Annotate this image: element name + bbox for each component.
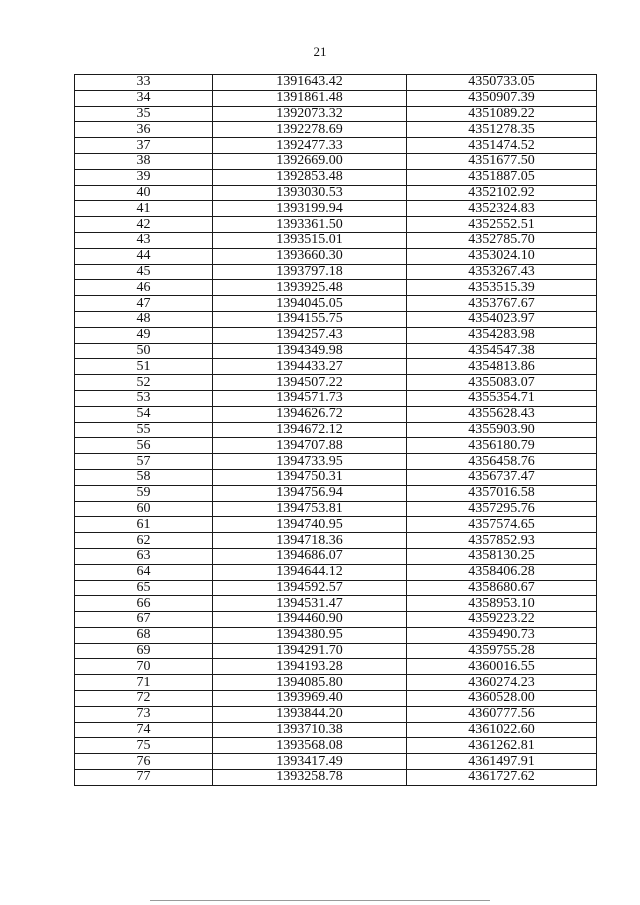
x-coordinate-cell: 1394085.80 [213, 675, 407, 691]
table-row [75, 422, 597, 438]
x-coordinate-cell: 1392278.69 [213, 122, 407, 138]
x-coordinate-cell: 1393844.20 [213, 706, 407, 722]
table-row [75, 359, 597, 375]
x-coordinate-cell: 1393417.49 [213, 754, 407, 770]
point-number-cell: 40 [75, 185, 213, 201]
point-number-cell: 51 [75, 359, 213, 375]
table-row [75, 485, 597, 501]
table-row [75, 296, 597, 312]
point-number-cell: 66 [75, 596, 213, 612]
table-row [75, 217, 597, 233]
point-number-cell: 71 [75, 675, 213, 691]
y-coordinate-cell: 4359755.28 [407, 643, 597, 659]
point-number-cell: 45 [75, 264, 213, 280]
x-coordinate-cell: 1394291.70 [213, 643, 407, 659]
y-coordinate-cell: 4357016.58 [407, 485, 597, 501]
point-number-cell: 35 [75, 106, 213, 122]
x-coordinate-cell: 1394433.27 [213, 359, 407, 375]
table-row [75, 343, 597, 359]
table-row [75, 280, 597, 296]
table-row [75, 106, 597, 122]
point-number-cell: 43 [75, 232, 213, 248]
point-number-cell: 64 [75, 564, 213, 580]
point-number-cell: 53 [75, 390, 213, 406]
x-coordinate-cell: 1394644.12 [213, 564, 407, 580]
table-row [75, 311, 597, 327]
bottom-divider [150, 900, 490, 901]
table-row [75, 691, 597, 707]
point-number-cell: 36 [75, 122, 213, 138]
y-coordinate-cell: 4355083.07 [407, 375, 597, 391]
point-number-cell: 54 [75, 406, 213, 422]
point-number-cell: 39 [75, 169, 213, 185]
table-row [75, 659, 597, 675]
x-coordinate-cell: 1394672.12 [213, 422, 407, 438]
y-coordinate-cell: 4353267.43 [407, 264, 597, 280]
x-coordinate-cell: 1393660.30 [213, 248, 407, 264]
point-number-cell: 74 [75, 722, 213, 738]
x-coordinate-cell: 1394626.72 [213, 406, 407, 422]
point-number-cell: 65 [75, 580, 213, 596]
table-row [75, 564, 597, 580]
point-number-cell: 48 [75, 311, 213, 327]
y-coordinate-cell: 4356180.79 [407, 438, 597, 454]
table-row [75, 722, 597, 738]
point-number-cell: 49 [75, 327, 213, 343]
y-coordinate-cell: 4361262.81 [407, 738, 597, 754]
y-coordinate-cell: 4355628.43 [407, 406, 597, 422]
y-coordinate-cell: 4352552.51 [407, 217, 597, 233]
x-coordinate-cell: 1393199.94 [213, 201, 407, 217]
x-coordinate-cell: 1394740.95 [213, 517, 407, 533]
table-row [75, 201, 597, 217]
page-number: 21 [313, 44, 327, 59]
x-coordinate-cell: 1394155.75 [213, 311, 407, 327]
x-coordinate-cell: 1394707.88 [213, 438, 407, 454]
point-number-cell: 58 [75, 469, 213, 485]
table-row [75, 390, 597, 406]
x-coordinate-cell: 1394531.47 [213, 596, 407, 612]
y-coordinate-cell: 4354547.38 [407, 343, 597, 359]
table-row [75, 501, 597, 517]
x-coordinate-cell: 1391861.48 [213, 90, 407, 106]
point-number-cell: 63 [75, 548, 213, 564]
y-coordinate-cell: 4360528.00 [407, 691, 597, 707]
x-coordinate-cell: 1394753.81 [213, 501, 407, 517]
y-coordinate-cell: 4352102.92 [407, 185, 597, 201]
point-number-cell: 72 [75, 691, 213, 707]
y-coordinate-cell: 4354283.98 [407, 327, 597, 343]
point-number-cell: 67 [75, 612, 213, 628]
point-number-cell: 52 [75, 375, 213, 391]
y-coordinate-cell: 4358406.28 [407, 564, 597, 580]
point-number-cell: 73 [75, 706, 213, 722]
table-row [75, 643, 597, 659]
x-coordinate-cell: 1392669.00 [213, 153, 407, 169]
coordinates-table-container [74, 74, 596, 786]
table-row [75, 122, 597, 138]
point-number-cell: 34 [75, 90, 213, 106]
y-coordinate-cell: 4355903.90 [407, 422, 597, 438]
x-coordinate-cell: 1394257.43 [213, 327, 407, 343]
table-row [75, 75, 597, 91]
y-coordinate-cell: 4358130.25 [407, 548, 597, 564]
point-number-cell: 56 [75, 438, 213, 454]
y-coordinate-cell: 4352785.70 [407, 232, 597, 248]
table-row [75, 612, 597, 628]
x-coordinate-cell: 1393361.50 [213, 217, 407, 233]
x-coordinate-cell: 1393568.08 [213, 738, 407, 754]
point-number-cell: 50 [75, 343, 213, 359]
point-number-cell: 76 [75, 754, 213, 770]
x-coordinate-cell: 1393969.40 [213, 691, 407, 707]
table-row [75, 406, 597, 422]
y-coordinate-cell: 4359223.22 [407, 612, 597, 628]
coordinates-table-body [75, 75, 597, 786]
x-coordinate-cell: 1392477.33 [213, 138, 407, 154]
y-coordinate-cell: 4359490.73 [407, 627, 597, 643]
y-coordinate-cell: 4351474.52 [407, 138, 597, 154]
table-row [75, 548, 597, 564]
x-coordinate-cell: 1394750.31 [213, 469, 407, 485]
y-coordinate-cell: 4360016.55 [407, 659, 597, 675]
table-row [75, 232, 597, 248]
y-coordinate-cell: 4353515.39 [407, 280, 597, 296]
table-row [75, 454, 597, 470]
coordinates-table [74, 74, 597, 786]
y-coordinate-cell: 4357574.65 [407, 517, 597, 533]
table-row [75, 248, 597, 264]
table-row [75, 327, 597, 343]
x-coordinate-cell: 1393515.01 [213, 232, 407, 248]
y-coordinate-cell: 4360274.23 [407, 675, 597, 691]
y-coordinate-cell: 4356458.76 [407, 454, 597, 470]
y-coordinate-cell: 4354813.86 [407, 359, 597, 375]
x-coordinate-cell: 1394349.98 [213, 343, 407, 359]
table-row [75, 469, 597, 485]
point-number-cell: 44 [75, 248, 213, 264]
x-coordinate-cell: 1394380.95 [213, 627, 407, 643]
table-row [75, 185, 597, 201]
y-coordinate-cell: 4361022.60 [407, 722, 597, 738]
y-coordinate-cell: 4360777.56 [407, 706, 597, 722]
x-coordinate-cell: 1394592.57 [213, 580, 407, 596]
table-row [75, 153, 597, 169]
y-coordinate-cell: 4355354.71 [407, 390, 597, 406]
x-coordinate-cell: 1393258.78 [213, 770, 407, 786]
table-row [75, 770, 597, 786]
table-row [75, 627, 597, 643]
table-row [75, 264, 597, 280]
x-coordinate-cell: 1393710.38 [213, 722, 407, 738]
x-coordinate-cell: 1392073.32 [213, 106, 407, 122]
y-coordinate-cell: 4356737.47 [407, 469, 597, 485]
y-coordinate-cell: 4357295.76 [407, 501, 597, 517]
y-coordinate-cell: 4354023.97 [407, 311, 597, 327]
point-number-cell: 57 [75, 454, 213, 470]
table-row [75, 90, 597, 106]
point-number-cell: 46 [75, 280, 213, 296]
x-coordinate-cell: 1394193.28 [213, 659, 407, 675]
point-number-cell: 37 [75, 138, 213, 154]
x-coordinate-cell: 1394686.07 [213, 548, 407, 564]
y-coordinate-cell: 4361497.91 [407, 754, 597, 770]
point-number-cell: 60 [75, 501, 213, 517]
point-number-cell: 42 [75, 217, 213, 233]
point-number-cell: 70 [75, 659, 213, 675]
y-coordinate-cell: 4351887.05 [407, 169, 597, 185]
x-coordinate-cell: 1393797.18 [213, 264, 407, 280]
x-coordinate-cell: 1392853.48 [213, 169, 407, 185]
point-number-cell: 47 [75, 296, 213, 312]
point-number-cell: 77 [75, 770, 213, 786]
x-coordinate-cell: 1394045.05 [213, 296, 407, 312]
x-coordinate-cell: 1394460.90 [213, 612, 407, 628]
x-coordinate-cell: 1393925.48 [213, 280, 407, 296]
point-number-cell: 41 [75, 201, 213, 217]
y-coordinate-cell: 4357852.93 [407, 533, 597, 549]
x-coordinate-cell: 1394756.94 [213, 485, 407, 501]
table-row [75, 438, 597, 454]
table-row [75, 596, 597, 612]
x-coordinate-cell: 1391643.42 [213, 75, 407, 91]
point-number-cell: 62 [75, 533, 213, 549]
y-coordinate-cell: 4350733.05 [407, 75, 597, 91]
x-coordinate-cell: 1393030.53 [213, 185, 407, 201]
y-coordinate-cell: 4361727.62 [407, 770, 597, 786]
point-number-cell: 59 [75, 485, 213, 501]
point-number-cell: 69 [75, 643, 213, 659]
y-coordinate-cell: 4358953.10 [407, 596, 597, 612]
table-row [75, 675, 597, 691]
table-row [75, 580, 597, 596]
table-row [75, 517, 597, 533]
point-number-cell: 33 [75, 75, 213, 91]
y-coordinate-cell: 4351278.35 [407, 122, 597, 138]
y-coordinate-cell: 4353024.10 [407, 248, 597, 264]
point-number-cell: 68 [75, 627, 213, 643]
y-coordinate-cell: 4353767.67 [407, 296, 597, 312]
table-row [75, 375, 597, 391]
x-coordinate-cell: 1394571.73 [213, 390, 407, 406]
x-coordinate-cell: 1394507.22 [213, 375, 407, 391]
point-number-cell: 61 [75, 517, 213, 533]
y-coordinate-cell: 4352324.83 [407, 201, 597, 217]
table-row [75, 169, 597, 185]
table-row [75, 754, 597, 770]
y-coordinate-cell: 4350907.39 [407, 90, 597, 106]
table-row [75, 533, 597, 549]
point-number-cell: 38 [75, 153, 213, 169]
point-number-cell: 75 [75, 738, 213, 754]
y-coordinate-cell: 4358680.67 [407, 580, 597, 596]
point-number-cell: 55 [75, 422, 213, 438]
y-coordinate-cell: 4351089.22 [407, 106, 597, 122]
x-coordinate-cell: 1394718.36 [213, 533, 407, 549]
y-coordinate-cell: 4351677.50 [407, 153, 597, 169]
table-row [75, 138, 597, 154]
x-coordinate-cell: 1394733.95 [213, 454, 407, 470]
table-row [75, 738, 597, 754]
table-row [75, 706, 597, 722]
